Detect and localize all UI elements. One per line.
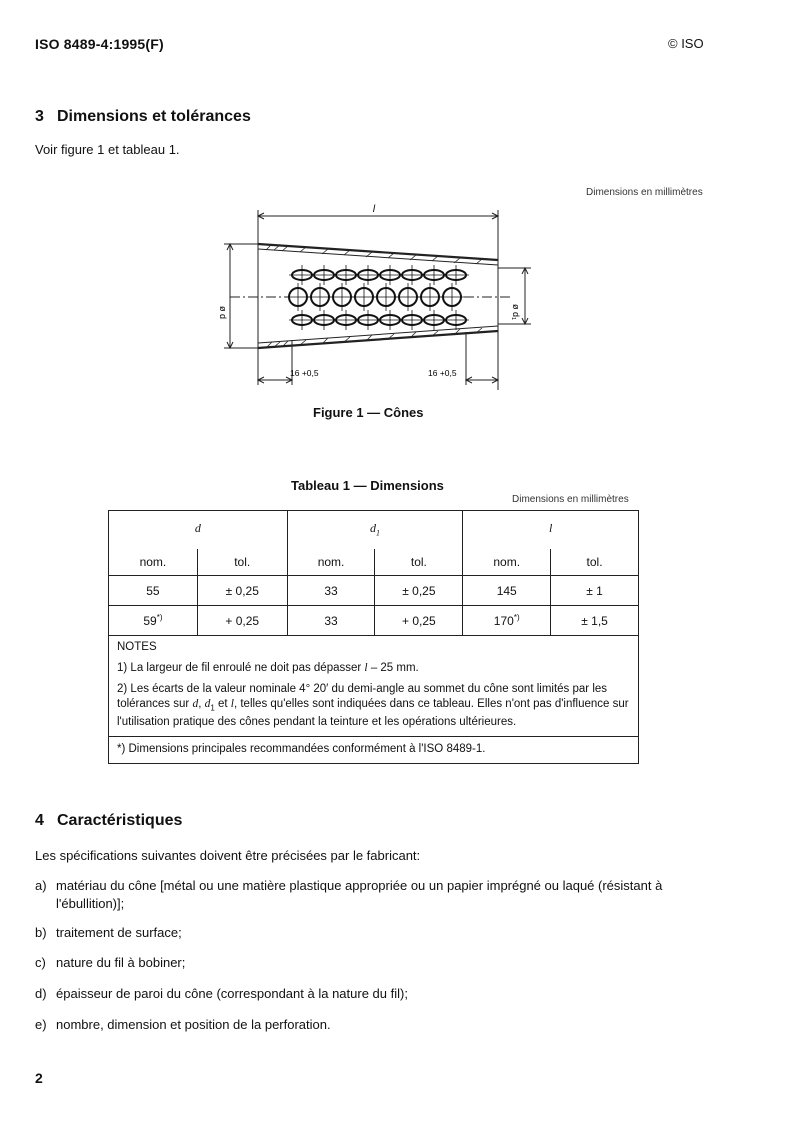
dim-16-right-label: 16 +0,5 (428, 368, 457, 378)
section-3-heading (35, 108, 251, 126)
table-row (109, 576, 639, 606)
list-item (35, 877, 725, 913)
note-2-text-end: , telles qu'elles sont indiquées dans ce tableau. Elles n'ont pas d'influence sur l'utilisation pratique des cônes pendant la teinture et les opérations ultérieures. (117, 698, 629, 729)
note-2-var-d1: d (204, 698, 211, 710)
cell-d-nom-value: 59 (143, 614, 157, 628)
section-4-title: Caractéristiques (57, 812, 183, 829)
cell-l-tol: ± 1 (551, 576, 639, 606)
sub-header-l-nom: nom. (463, 549, 551, 576)
sub-header-d-nom: nom. (109, 549, 198, 576)
note-2-text: 2) Les écarts de la valeur nominale 4° 20′ du demi-angle au sommet du cône sont limités par les tolérances sur (117, 683, 608, 710)
section-3-number: 3 (35, 108, 44, 125)
table-row (109, 606, 639, 636)
label-diameter-d: ø d (218, 306, 228, 320)
notes-heading: NOTES (117, 641, 157, 653)
cell-d-nom (109, 606, 198, 636)
cell-l-tol: ± 1,5 (551, 606, 639, 636)
cell-d1-nom: 33 (287, 606, 375, 636)
page-number: 2 (35, 1070, 43, 1086)
cell-d1-tol: + 0,25 (375, 606, 463, 636)
sub-header-d1-nom: nom. (287, 549, 375, 576)
sub-header-d1-tol: tol. (375, 549, 463, 576)
note-2 (117, 682, 630, 730)
section-4-number: 4 (35, 812, 44, 829)
group-header-d1-sub: 1 (375, 528, 380, 538)
cell-l-nom (463, 606, 551, 636)
cone-top-wall (258, 244, 498, 260)
list-item (35, 1016, 725, 1034)
cell-d1-nom: 33 (287, 576, 375, 606)
note-1 (117, 661, 630, 676)
list-item-label: e) (35, 1017, 47, 1032)
table-sub-header-row (109, 549, 639, 576)
list-item-label: b) (35, 925, 47, 940)
figure-units-note: Dimensions en millimètres (586, 187, 703, 198)
cell-l-nom-value: 170 (493, 614, 514, 628)
list-item-label: d) (35, 986, 47, 1001)
cell-d1-tol: ± 0,25 (375, 576, 463, 606)
sub-header-l-tol: tol. (551, 549, 639, 576)
table-title: Tableau 1 — Dimensions (291, 478, 444, 493)
note-1-text: 1) La largeur de fil enroulé ne doit pas dépasser (117, 662, 365, 674)
cell-d-tol: ± 0,25 (197, 576, 287, 606)
table-units-note: Dimensions en millimètres (512, 494, 629, 505)
document-id: ISO 8489-4:1995(F) (35, 36, 164, 52)
group-header-d: d (109, 511, 288, 550)
table-notes-row (109, 636, 639, 737)
group-header-d1 (287, 511, 463, 550)
list-item (35, 985, 725, 1003)
list-item-label: c) (35, 955, 46, 970)
note-2-sep: , (198, 698, 205, 710)
label-l: l (372, 204, 376, 215)
section-3-title: Dimensions et tolérances (57, 108, 251, 125)
note-2-var-d1-sub: 1 (210, 703, 215, 713)
list-item (35, 924, 725, 942)
cone-figure (200, 200, 540, 390)
note-2-var-l: l (230, 698, 234, 710)
figure-caption: Figure 1 — Cônes (313, 405, 424, 420)
cone-bottom-wall (258, 331, 498, 348)
note-1-var: l (364, 662, 368, 674)
group-header-l: l (463, 511, 639, 550)
list-item-text: matériau du cône [métal ou une matière plastique appropriée ou un papier imprégné ou laqué (résistant à l'ébullition)]; (56, 878, 663, 911)
section-4-intro: Les spécifications suivantes doivent être précisées par le fabricant: (35, 848, 421, 863)
footnote-marker: *) (156, 613, 163, 622)
sub-header-d-tol: tol. (197, 549, 287, 576)
cell-d-tol: + 0,25 (197, 606, 287, 636)
list-item-text: nature du fil à bobiner; (56, 955, 186, 970)
cell-l-nom: 145 (463, 576, 551, 606)
list-item-text: épaisseur de paroi du cône (correspondant à la nature du fil); (56, 986, 408, 1001)
table-footnote: *) Dimensions principales recommandées conformément à l'ISO 8489-1. (109, 737, 639, 764)
label-diameter-d1: ø d₁ (511, 304, 521, 321)
list-item-label: a) (35, 878, 47, 893)
note-2-sep: et (214, 698, 231, 710)
dim-16-left-label: 16 +0,5 (290, 368, 319, 378)
note-1-suffix: – 25 mm. (367, 662, 419, 674)
dimensions-table (108, 510, 639, 764)
table-notes (109, 636, 639, 737)
copyright-mark: © ISO (668, 36, 704, 51)
list-item (35, 954, 725, 972)
note-2-var-d: d (192, 698, 199, 710)
section-4-heading (35, 812, 182, 830)
footnote-marker: *) (513, 613, 520, 622)
section-3-intro: Voir figure 1 et tableau 1. (35, 142, 180, 157)
table-group-header-row (109, 511, 639, 550)
cell-d-nom: 55 (109, 576, 198, 606)
list-item-text: traitement de surface; (56, 925, 182, 940)
group-header-d1-base: d (369, 521, 376, 535)
list-item-text: nombre, dimension et position de la perforation. (56, 1017, 331, 1032)
table-footnote-row (109, 737, 639, 764)
